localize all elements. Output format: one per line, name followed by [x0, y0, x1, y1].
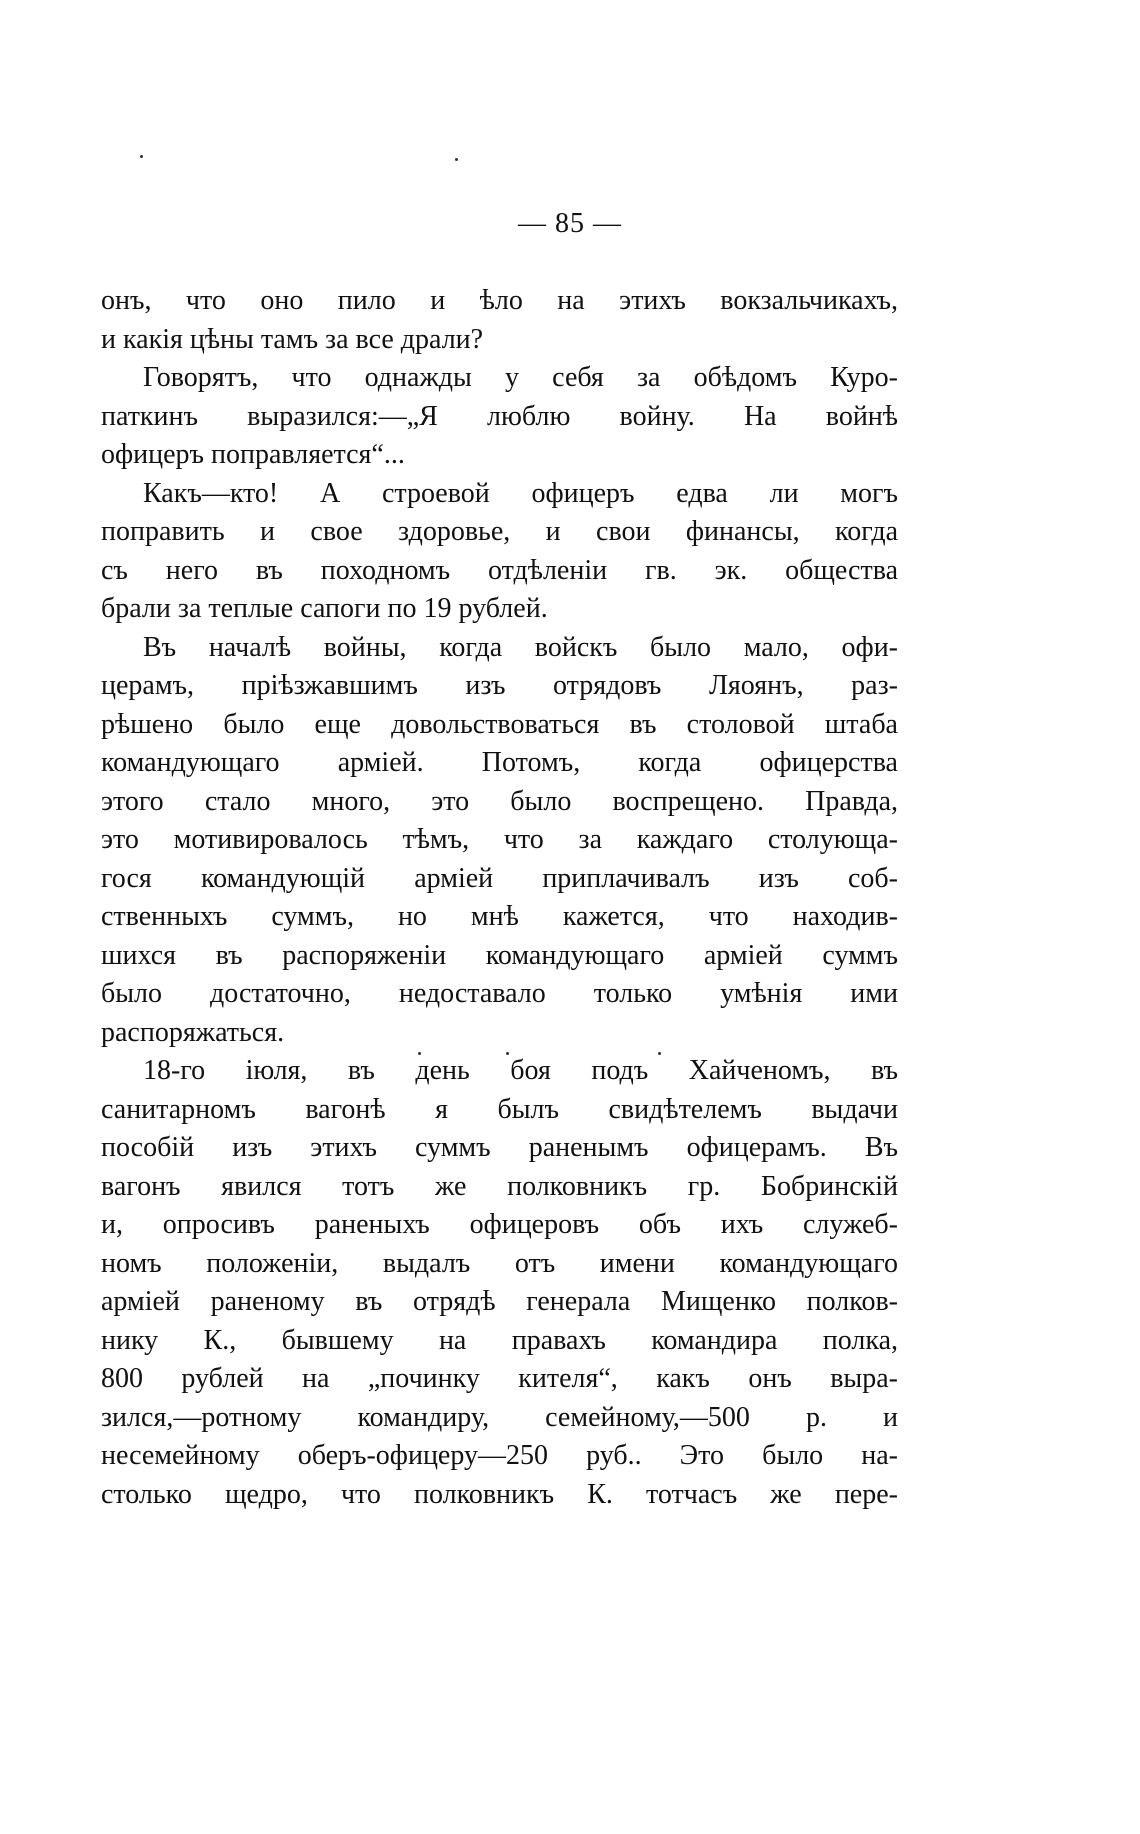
text-line: паткинъ выразился:—„Я люблю войну. На войнѣ	[101, 400, 898, 432]
text-line: Какъ—кто! А строевой офицеръ едва ли могъ	[143, 477, 898, 509]
text-line: брали за теплые сапоги по 19 рублей.	[101, 593, 548, 624]
scan-speck	[455, 158, 458, 161]
text-line: распоряжаться.	[101, 1016, 285, 1048]
text-line: и, опросивъ раненыхъ офицеровъ объ ихъ служеб-	[101, 1209, 898, 1240]
text-line: Говорятъ, что однажды у себя за обѣдомъ Куро-	[143, 362, 898, 393]
text-line: 800 рублей на „починку кителя“, какъ онъ выра-	[101, 1363, 898, 1394]
text-line: номъ положеніи, выдалъ отъ имени командующаго	[101, 1247, 898, 1279]
scan-speck	[418, 1052, 421, 1055]
text-line: шихся въ распоряженіи командующаго арміей суммъ	[101, 939, 898, 971]
text-line: арміей раненому въ отрядѣ генерала Мищенко полков-	[101, 1286, 898, 1317]
text-line: это мотивировалось тѣмъ, что за каждаго столующа-	[101, 824, 898, 855]
text-line: рѣшено было еще довольствоваться въ столовой штаба	[101, 708, 898, 740]
text-line: и какія цѣны тамъ за все драли?	[101, 323, 484, 355]
text-line: онъ, что оно пило и ѣло на этихъ вокзальчикахъ,	[101, 285, 898, 316]
text-line: было достаточно, недоставало только умѣнія ими	[101, 978, 898, 1009]
body-text	[101, 282, 898, 1514]
text-line: гося командующій арміей приплачивалъ изъ соб-	[101, 862, 898, 894]
text-line: поправить и свое здоровье, и свои финансы, когда	[101, 516, 898, 547]
page-number: — 85 —	[518, 208, 622, 239]
text-line: ственныхъ суммъ, но мнѣ кажется, что находив-	[101, 901, 898, 932]
text-line: церамъ, пріѣзжавшимъ изъ отрядовъ Ляоянъ, раз-	[101, 670, 898, 701]
text-line: пособій изъ этихъ суммъ раненымъ офицерамъ. Въ	[101, 1132, 898, 1163]
text-line: командующаго арміей. Потомъ, когда офицерства	[101, 747, 898, 778]
text-line: зился,—ротному командиру, семейному,—500 р. и	[101, 1401, 898, 1433]
text-line: нику К., бывшему на правахъ командира полка,	[101, 1324, 898, 1356]
text-line: 18-го іюля, въ день боя подъ Хайченомъ, въ	[143, 1055, 898, 1086]
scan-speck	[658, 1052, 661, 1055]
text-line: вагонъ явился тотъ же полковникъ гр. Бобринскій	[101, 1170, 898, 1202]
text-line: этого стало много, это было воспрещено. Правда,	[101, 785, 898, 817]
text-line: съ него въ походномъ отдѣленіи гв. эк. общества	[101, 554, 898, 586]
text-line: Въ началѣ войны, когда войскъ было мало, офи-	[143, 631, 898, 663]
text-line: офицеръ поправляется“...	[101, 439, 405, 470]
text-line: санитарномъ вагонѣ я былъ свидѣтелемъ выдачи	[101, 1093, 898, 1125]
scan-speck	[506, 1052, 509, 1055]
text-line: столько щедро, что полковникъ К. тотчасъ же пере-	[101, 1478, 898, 1510]
scan-speck	[140, 155, 143, 158]
text-line: несемейному оберъ-офицеру—250 руб.. Это было на-	[101, 1440, 898, 1471]
